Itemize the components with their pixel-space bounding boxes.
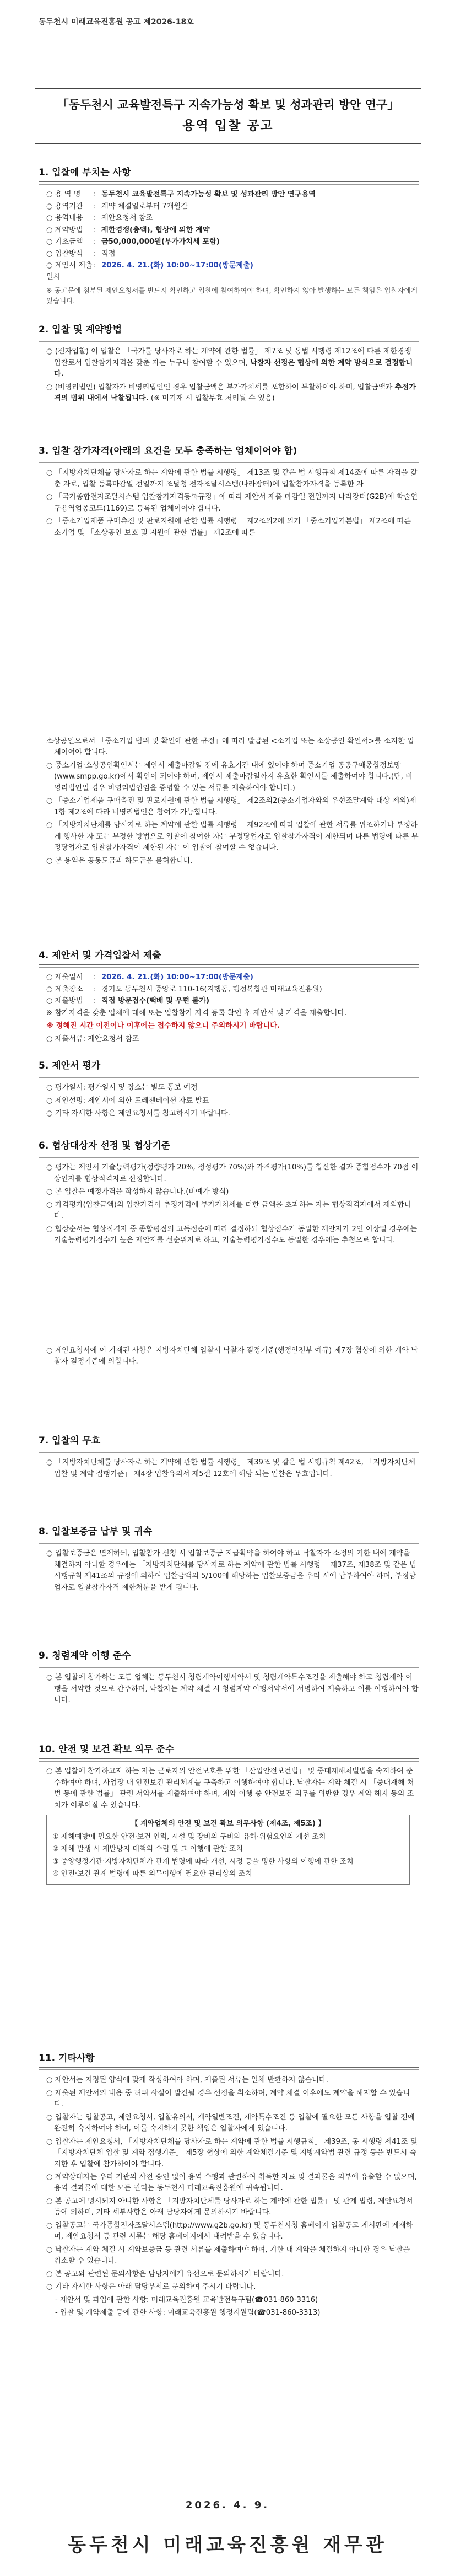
- section-11-items: [39, 2075, 419, 2280]
- section-1-heading: 1. 입찰에 부치는 사항: [39, 167, 131, 178]
- contact-heading: ○ 기타 자세한 사항은 아래 담당부서로 문의하여 주시기 바랍니다.: [46, 2283, 256, 2291]
- section-rule: [39, 339, 419, 342]
- info-row-colon: :: [94, 985, 96, 994]
- misc-item: ○ 본 공고와 관련된 문의사항은 담당자에게 유선으로 문의하시기 바랍니다.: [46, 2269, 284, 2278]
- section-6-continued: [39, 1345, 419, 1370]
- section-3-para-2: ○ 「국가종합전자조달시스템 입찰참가자격등록규정」에 따라 제안서 제출 마감일 전일까지 나라장터(G2B)에 학술연구용역업종코드(1169)로 등록된 업체이어야 합니다.: [46, 493, 418, 513]
- info-row-key: ○ 제안서 제출일시: [46, 260, 94, 283]
- section-10-heading: 10. 안전 및 보건 확보 의무 준수: [39, 1744, 175, 1755]
- section-2-para-1: ○ (전자입찰) 이 입찰은 「국가를 당사자로 하는 계약에 관한 법률」 제7조 및 동법 시행령 제12조에 따른 제한경쟁 입찰로서 입찰참가자격을 갖춘 자는 누구나 참여할 수 있으며, 낙찰자 선정은 협상에 의한 계약 방식으로 결정합니다.: [46, 347, 413, 379]
- section-4-warning: ※ 정해진 시간 이전이나 이후에는 접수하지 않으니 주의하시기 바랍니다.: [46, 1022, 280, 1031]
- info-row: [46, 996, 419, 1007]
- misc-item: ○ 제출된 제안서의 내용 중 허위 사실이 발견될 경우 선정을 취소하며, 계약 체결 이후에도 계약을 해지할 수 있습니다.: [46, 2089, 410, 2109]
- info-row-key: ○ 제출일시: [46, 972, 94, 983]
- section-5: [39, 1059, 419, 1121]
- safety-box-item: ③ 중앙행정기관·지방자치단체가 관계 법령에 따라 개선, 시정 등을 명한 사항의 이행에 관한 조치: [52, 1857, 354, 1866]
- info-row: [46, 213, 419, 224]
- info-row-key: ○ 계약방법: [46, 225, 94, 236]
- section-6-para-3: ○ 가격평가(입찰금액)의 입찰가격이 추정가격에 부가가치세를 더한 금액을 초과하는 자는 협상적격자에서 제외합니다.: [46, 1200, 411, 1221]
- info-row: [46, 201, 419, 212]
- info-row-colon: :: [94, 226, 96, 234]
- section-10-para-1: ○ 본 입찰에 참가하고자 하는 자는 근로자의 안전보호를 위한 「산업안전보건법」 및 중대재해처벌법을 숙지하여 준수하여야 하며, 사업장 내 안전보건 관리체계를 구축하고 이행하여야 합니다. 낙찰자는 계약 체결 시 「중대재해 처벌 등에 관한 법률」 관련 서약서를 제출하여야 하며, 계약 이행 중 안전보건 의무를 위반할 경우 계약 해지 등의 조치가 이루어질 수 있습니다.: [46, 1767, 414, 1810]
- info-row-value: 2026. 4. 21.(화) 10:00~17:00(방문제출): [101, 973, 253, 982]
- section-1: [39, 165, 419, 307]
- info-row-key: ○ 제출방법: [46, 996, 94, 1007]
- section-9-para-1: ○ 본 입찰에 참가하는 모든 업체는 동두천시 청렴계약이행서약서 및 청렴계약특수조건을 제출해야 하고 청렴계약 이행을 서약한 것으로 간주하며, 낙찰자는 계약 체결 시 청렴계약 이행서약서에 서명하여 제출하고 이를 이행하여야 합니다.: [46, 1673, 419, 1705]
- safety-box-item: ④ 안전·보건 관계 법령에 따른 의무이행에 필요한 관리상의 조치: [52, 1869, 252, 1878]
- section-rule: [39, 460, 419, 463]
- section-4-para-1: ※ 참가자격을 갖춘 업체에 대해 또는 입찰참가 자격 등록 확인 후 제안서 및 가격을 제출합니다.: [46, 1008, 347, 1017]
- section-11: [39, 2051, 419, 2320]
- section-3-para-3: ○ 「중소기업제품 구매촉진 및 판로지원에 관한 법률 시행령」 제2조의2에 의거 「중소기업기본법」 제2조에 따른 소기업 및 「소상공인 보호 및 지원에 관한 법률」 제2조에 따른: [46, 517, 411, 537]
- info-row: [46, 249, 419, 260]
- section-3-para-6: ○ 「중소기업제품 구매촉진 및 판로지원에 관한 법률 시행령」 제2조의2(중소기업자와의 우선조달계약 대상 제외)제1항 제2조에 따라 비영리법인은 참여가 가능합니다.: [46, 797, 416, 817]
- section-7: [39, 1434, 419, 1482]
- misc-item: ○ 입찰자는 제안요청서, 「지방자치단체를 당사자로 하는 계약에 관한 법률 시행규칙」 제39조, 동 시행령 제41조 및 「지방자치단체 입찰 및 계약 집행기준」 제5장 협상에 의한 계약체결기준 및 지방계약법 관련 규정 등을 반드시 숙지한 후 입찰에 참가하여야 합니다.: [46, 2137, 418, 2169]
- section-10: [39, 1742, 419, 1888]
- title-sub: 용역 입찰 공고: [182, 118, 274, 133]
- title-block: [35, 88, 421, 144]
- info-row-key: ○ 용역내용: [46, 213, 94, 224]
- section-3-para-8: ○ 본 용역은 공동도급과 하도급을 불허합니다.: [46, 856, 193, 865]
- section-3-heading: 3. 입찰 참가자격(아래의 요건을 모두 충족하는 업체이어야 함): [39, 446, 297, 457]
- info-row-key: ○ 제출장소: [46, 984, 94, 995]
- section-rule: [39, 1541, 419, 1544]
- section-rule: [39, 1155, 419, 1158]
- info-row: [46, 189, 419, 200]
- section-7-heading: 7. 입찰의 무효: [39, 1435, 101, 1446]
- section-4: [39, 948, 419, 1046]
- info-row-colon: :: [94, 202, 96, 211]
- section-9-heading: 9. 청렴계약 이행 준수: [39, 1650, 131, 1661]
- safety-box-title: 【 계약업체의 안전 및 보건 확보 의무사항 (제4조, 제5조) 】: [131, 1820, 326, 1828]
- section-6-heading: 6. 협상대상자 선정 및 협상기준: [39, 1140, 171, 1151]
- info-row-key: ○ 용역기간: [46, 201, 94, 212]
- info-row-value: 동두천시 교육발전특구 지속가능성 확보 및 성과관리 방안 연구용역: [101, 190, 316, 199]
- info-row: [46, 260, 419, 283]
- section-4-para-2: ○ 제출서류: 제안요청서 참조: [46, 1034, 139, 1043]
- info-row-colon: :: [94, 238, 96, 246]
- section-7-para-1: ○ 「지방자치단체를 당사자로 하는 계약에 관한 법률 시행령」 제39조 및 같은 법 시행규칙 제42조, 「지방자치단체 입찰 및 계약 집행기준」 제4장 입찰유의서 제5절 12호에 해당 되는 입찰은 무효입니다.: [46, 1458, 415, 1478]
- section-2: [39, 323, 419, 406]
- section-rule: [39, 1450, 419, 1453]
- section-rule: [39, 1075, 419, 1078]
- misc-item: ○ 계약상대자는 우리 기관의 사전 승인 없이 용역 수행과 관련하여 취득한 자료 및 결과물을 외부에 유출할 수 없으며, 용역 결과물에 대한 모든 권리는 동두천시 미래교육진흥원에 귀속됩니다.: [46, 2172, 417, 2193]
- section-1-rows: [39, 189, 419, 283]
- notice-number: 동두천시 미래교육진흥원 공고 제2026-18호: [39, 18, 194, 26]
- safety-box-list: [52, 1832, 404, 1880]
- section-8-para-1: ○ 입찰보증금은 면제하되, 입찰참가 신청 시 입찰보증금 지급확약을 하여야 하고 낙찰자가 소정의 기한 내에 계약을 체결하지 아니할 경우에는 「지방자치단체를 당사자로 하는 계약에 관한 법률 시행령」 제37조, 제38조 및 같은 법 시행규칙 제41조의 규정에 의하여 입찰금액의 5/100에 해당하는 입찰보증금을 우리 시에 납부하여야 하며, 부정당업자로 입찰참가자격 제한처분을 받게 됩니다.: [46, 1549, 416, 1592]
- section-rule: [39, 2067, 419, 2070]
- safety-obligations-box: [46, 1815, 410, 1885]
- section-3-continued: [39, 736, 419, 868]
- info-row-value: 제한경쟁(총액), 협상에 의한 계약: [101, 226, 210, 234]
- section-rule: [39, 181, 419, 185]
- section-5-para-3: ○ 기타 자세한 사항은 제안요청서를 참고하시기 바랍니다.: [46, 1109, 230, 1118]
- title-main: 「동두천시 교육발전특구 지속가능성 확보 및 성과관리 방안 연구」: [57, 98, 399, 111]
- section-rule: [39, 1665, 419, 1668]
- misc-item: ○ 낙찰자는 계약 체결 시 계약보증금 등 관련 서류를 제출하여야 하며, 기한 내 계약을 체결하지 아니한 경우 낙찰을 취소할 수 있습니다.: [46, 2245, 410, 2266]
- section-3-para-5: ○ 중소기업·소상공인확인서는 제안서 제출마감일 전에 유효기간 내에 있어야 하며 중소기업 공공구매종합정보망(www.smpp.go.kr)에서 확인이 되어야 하며, 제안서 제출마감일까지 유효한 확인서를 제출하여야 합니다.(단, 비영리법인일 경우 비영리법인임을 증명할 수 있는 서류를 제출하여야 합니다.): [46, 761, 413, 792]
- contact-item: - 제안서 및 과업에 관한 사항: 미래교육진흥원 교육발전특구팀(☎031-860-3316): [55, 2295, 318, 2304]
- section-1-note: ※ 공고문에 첨부된 제안요청서를 반드시 확인하고 입찰에 참여하여야 하며, 확인하지 않아 발생하는 모든 책임은 입찰자에게 있습니다.: [46, 286, 418, 305]
- section-6: [39, 1139, 419, 1248]
- section-3-para-1: ○ 「지방자치단체를 당사자로 하는 계약에 관한 법률 시행령」 제13조 및 같은 법 시행규칙 제14조에 따른 자격을 갖춘 자로, 입찰 등록마감일 전일까지 조달청 전자조달시스템(나라장터)에 입찰참가자격을 등록한 자: [46, 469, 418, 489]
- section-5-para-1: ○ 평가일시: 평가일시 및 장소는 별도 통보 예정: [46, 1083, 198, 1092]
- section-8: [39, 1525, 419, 1595]
- info-row-value: 제안요청서 참조: [101, 214, 153, 223]
- section-6-para-2: ○ 본 입찰은 예정가격을 작성하지 않습니다.(비예가 방식): [46, 1188, 229, 1196]
- section-6-para-1: ○ 평가는 제안서 기술능력평가(정량평가 20%, 정성평가 70%)와 가격평가(10%)를 합산한 결과 종합점수가 70점 이상인자를 협상적격자로 선정합니다.: [46, 1163, 419, 1183]
- safety-box-item: ① 재해예방에 필요한 안전·보건 인력, 시설 및 장비의 구비와 유해·위험요인의 개선 조치: [52, 1833, 326, 1842]
- notice-date: 2026. 4. 9.: [185, 2499, 270, 2511]
- signature-authority: 동두천시 미래교육진흥원 재무관: [68, 2534, 387, 2556]
- info-row-colon: :: [94, 214, 96, 223]
- section-5-heading: 5. 제안서 평가: [39, 1060, 101, 1071]
- info-row-colon: :: [94, 249, 96, 258]
- misc-item: ○ 입찰공고는 국가종합전자조달시스템(http://www.g2b.go.kr) 및 동두천시청 홈페이지 입찰공고 게시판에 게재하며, 제안요청서 등 관련 서류는 해당 홈페이지에서 내려받을 수 있습니다.: [46, 2221, 413, 2241]
- section-4-rows: [39, 972, 419, 1007]
- section-rule: [39, 1758, 419, 1762]
- info-row-value: 직접 방문접수(택배 및 우편 불가): [101, 997, 210, 1006]
- info-row-key: ○ 기초금액: [46, 237, 94, 248]
- section-6-para-4: ○ 협상순서는 협상적격자 중 종합평점의 고득점순에 따라 결정하되 협상점수가 동일한 제안자가 2인 이상일 경우에는 기술능력평가점수가 높은 제안자를 선순위자로 하고, 기술능력평가점수도 동일한 경우에는 추첨으로 합니다.: [46, 1225, 418, 1245]
- misc-item: ○ 제안서는 지정된 양식에 맞게 작성하여야 하며, 제출된 서류는 일체 반환하지 않습니다.: [46, 2076, 328, 2085]
- info-row: [46, 237, 419, 248]
- section-3-para-7: ○ 「지방자치단체를 당사자로 하는 계약에 관한 법률 시행령」 제92조에 따라 입찰에 관한 서류를 위조하거나 부정하게 행사한 자 또는 부정한 방법으로 입찰에 참여한 자는 부정당업자로 입찰참가자격이 제한되며 다른 법령에 따른 부정당업자로 입찰참가자격이 제한된 자는 이 입찰에 참여할 수 없습니다.: [46, 821, 419, 852]
- section-11-heading: 11. 기타사항: [39, 2053, 95, 2064]
- section-8-heading: 8. 입찰보증금 납부 및 귀속: [39, 1526, 153, 1537]
- safety-box-item: ② 재해 발생 시 재발방지 대책의 수립 및 그 이행에 관한 조치: [52, 1845, 243, 1854]
- section-4-heading: 4. 제안서 및 가격입찰서 제출: [39, 950, 161, 961]
- info-row: [46, 225, 419, 236]
- info-row-colon: :: [94, 997, 96, 1006]
- info-row: [46, 984, 419, 995]
- misc-item: ○ 본 공고에 명시되지 아니한 사항은 「지방자치단체를 당사자로 하는 계약에 관한 법률」 및 관계 법령, 제안요청서 등에 의하며, 기타 세부사항은 아래 담당자에게 문의하시기 바랍니다.: [46, 2197, 413, 2217]
- info-row-key: ○ 용 역 명: [46, 189, 94, 200]
- section-2-para-2: ○ (비영리법인) 입찰자가 비영리법인인 경우 입찰금액은 부가가치세를 포함하여 투찰하여야 하며, 입찰금액과 추정가격의 범위 내에서 낙찰됩니다. (※ 미기재 시 입찰무효 처리될 수 있음): [46, 383, 416, 403]
- info-row-colon: :: [94, 973, 96, 982]
- info-row-value: 계약 체결일로부터 7개월간: [101, 202, 188, 211]
- info-row-value: 2026. 4. 21.(화) 10:00~17:00(방문제출): [101, 261, 253, 270]
- section-2-heading: 2. 입찰 및 계약방법: [39, 324, 122, 335]
- info-row-colon: :: [94, 190, 96, 199]
- section-rule: [39, 964, 419, 968]
- info-row-key: ○ 입찰방식: [46, 249, 94, 260]
- section-3-para-4: 소상공인으로서 「중소기업 범위 및 확인에 관한 규정」에 따라 발급된 <소기업 또는 소상공인 확인서>를 소지한 업체이어야 합니다.: [46, 737, 414, 757]
- contact-list: [39, 2295, 419, 2319]
- info-row-value: 금50,000,000원(부가가치세 포함): [101, 238, 220, 246]
- contact-item: - 입찰 및 계약제출 등에 관한 사항: 미래교육진흥원 행정지원팀(☎031-860-3313): [55, 2308, 321, 2317]
- info-row: [46, 972, 419, 983]
- misc-item: ○ 입찰자는 입찰공고, 제안요청서, 입찰유의서, 계약일반조건, 계약특수조건 등 입찰에 필요한 모든 사항을 입찰 전에 완전히 숙지하여야 하며, 이를 숙지하지 못한 책임은 입찰자에게 있습니다.: [46, 2113, 415, 2133]
- info-row-value: 직접: [101, 249, 116, 258]
- section-3: [39, 444, 419, 540]
- info-row-value: 경기도 동두천시 중앙로 110-16(지행동, 행정복합관 미래교육진흥원): [101, 985, 322, 994]
- section-5-para-2: ○ 제안설명: 제안서에 의한 프레젠테이션 자료 발표: [46, 1096, 209, 1105]
- section-9: [39, 1649, 419, 1708]
- info-row-colon: :: [94, 261, 96, 270]
- section-6-para-5: ○ 제안요청서에 이 기재된 사항은 지방자치단체 입찰시 낙찰자 결정기준(행정안전부 예규) 제7장 협상에 의한 계약 낙찰자 결정기준에 의합니다.: [46, 1346, 418, 1366]
